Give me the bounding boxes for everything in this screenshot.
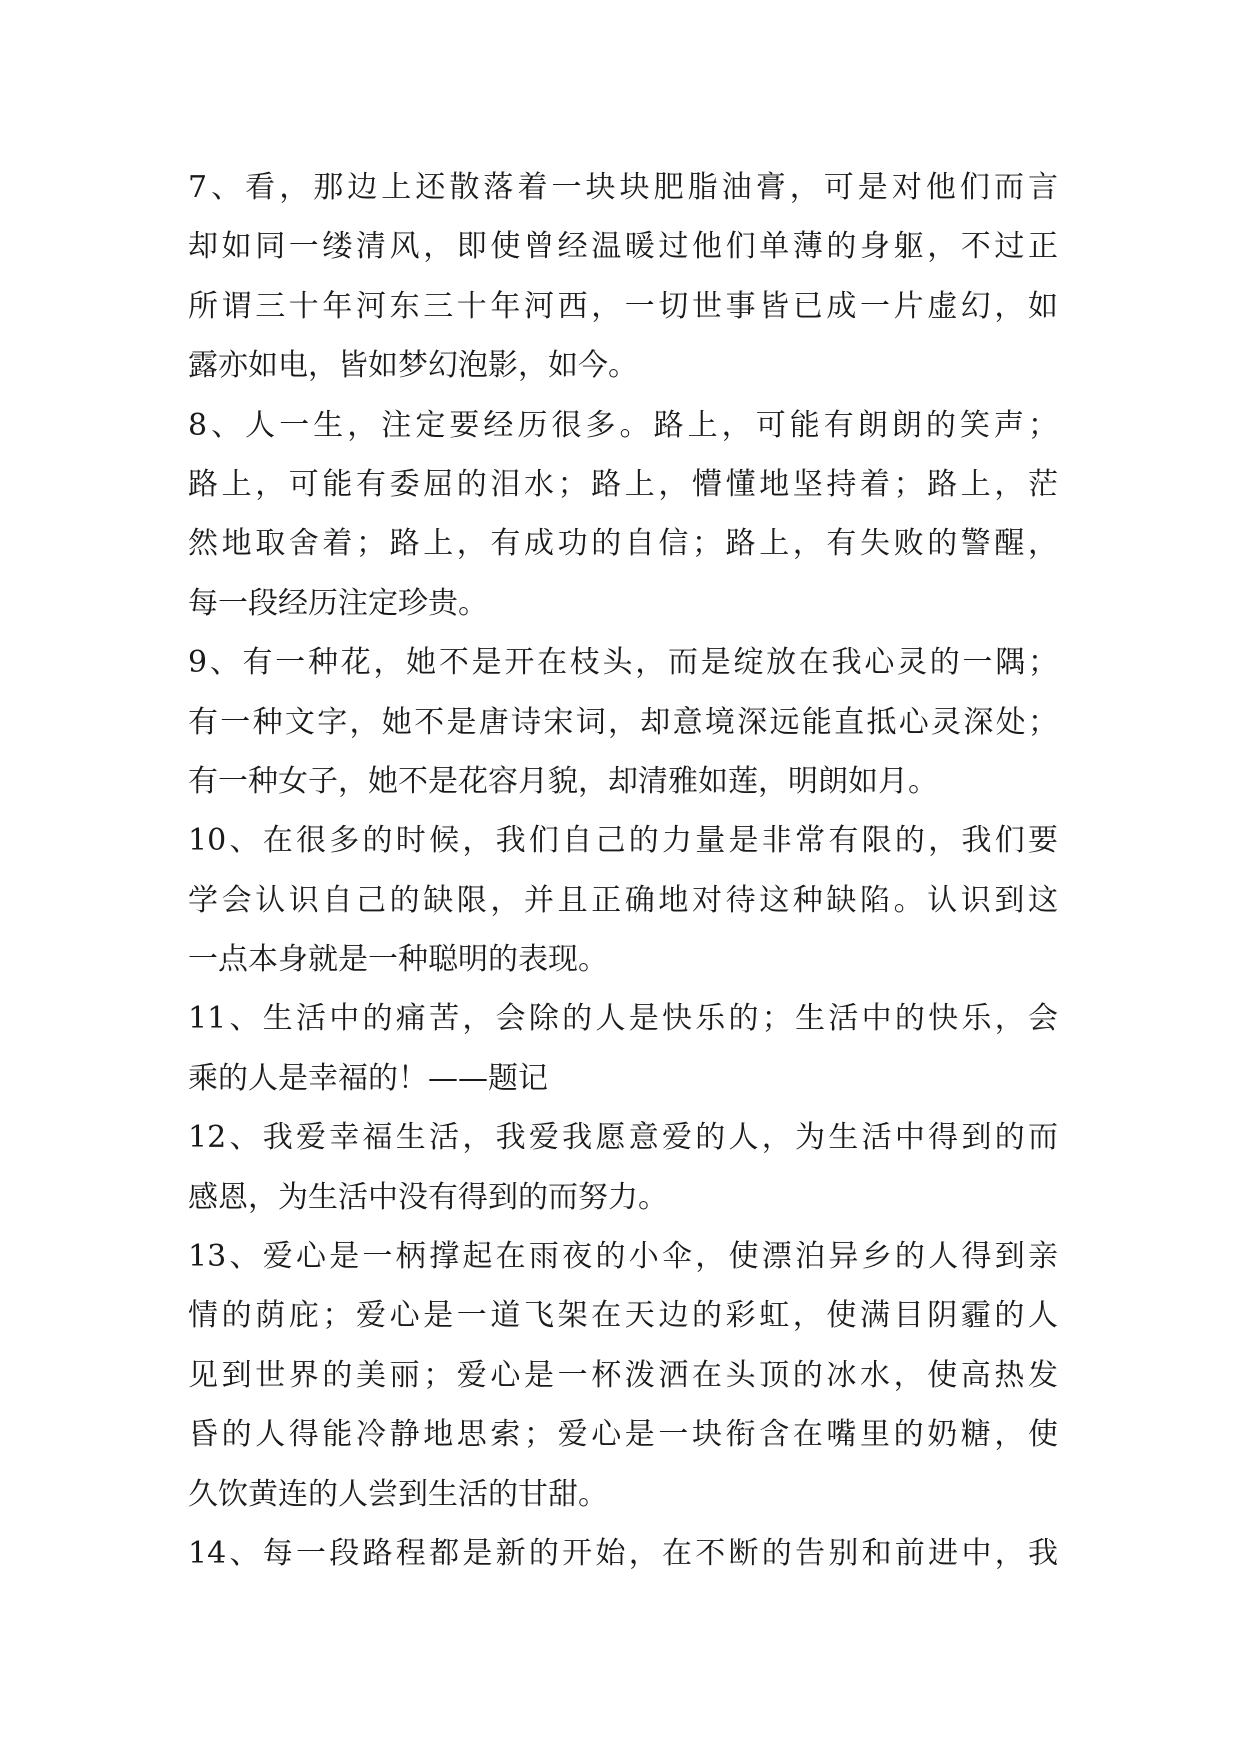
text-line: 学会认识自己的缺限，并且正确地对待这种缺陷。认识到这 <box>188 882 1058 918</box>
paragraph-13 <box>188 1227 1058 1524</box>
paragraph-7 <box>188 158 1058 396</box>
paragraph-11 <box>188 989 1058 1108</box>
text-line: 然地取舍着；路上，有成功的自信；路上，有失败的警醒， <box>188 526 1058 562</box>
paragraph-9 <box>188 633 1058 811</box>
text-line: 9、有一种花，她不是开在枝头，而是绽放在我心灵的一隅； <box>188 645 1058 681</box>
paragraph-8 <box>188 396 1058 634</box>
text-line: 11、生活中的痛苦，会除的人是快乐的；生活中的快乐，会 <box>188 1001 1058 1037</box>
text-line: 久饮黄连的人尝到生活的甘甜。 <box>188 1476 608 1512</box>
text-line: 情的荫庇；爱心是一道飞架在天边的彩虹，使满目阴霾的人 <box>188 1298 1058 1334</box>
paragraph-12 <box>188 1108 1058 1227</box>
text-line: 露亦如电，皆如梦幻泡影，如今。 <box>188 348 638 384</box>
text-line: 10、在很多的时候，我们自己的力量是非常有限的，我们要 <box>188 823 1058 859</box>
text-line: 却如同一缕清风，即使曾经温暖过他们单薄的身躯，不过正 <box>188 229 1058 265</box>
text-line: 每一段经历注定珍贵。 <box>188 585 488 621</box>
text-line: 见到世界的美丽；爱心是一杯泼洒在头顶的冰水，使高热发 <box>188 1357 1058 1393</box>
text-line: 昏的人得能冷静地思索；爱心是一块衔含在嘴里的奶糖，使 <box>188 1417 1058 1453</box>
text-line: 12、我爱幸福生活，我爱我愿意爱的人，为生活中得到的而 <box>188 1120 1058 1156</box>
text-line: 有一种女子，她不是花容月貌，却清雅如莲，明朗如月。 <box>188 763 938 799</box>
text-line: 有一种文字，她不是唐诗宋词，却意境深远能直抵心灵深处； <box>188 704 1058 740</box>
text-line: 14、每一段路程都是新的开始，在不断的告别和前进中，我 <box>188 1535 1058 1571</box>
text-line: 7、看，那边上还散落着一块块肥脂油膏，可是对他们而言 <box>188 170 1058 205</box>
paragraph-10 <box>188 811 1058 989</box>
text-line: 感恩，为生活中没有得到的而努力。 <box>188 1179 668 1215</box>
paragraph-14 <box>188 1524 1058 1583</box>
text-line: 乘的人是幸福的！——题记 <box>188 1060 548 1096</box>
text-line: 8、人一生，注定要经历很多。路上，可能有朗朗的笑声； <box>188 407 1058 443</box>
text-line: 路上，可能有委屈的泪水；路上，懵懂地坚持着；路上，茫 <box>188 466 1058 502</box>
text-line: 一点本身就是一种聪明的表现。 <box>188 942 608 978</box>
text-line: 13、爱心是一柄撑起在雨夜的小伞，使漂泊异乡的人得到亲 <box>188 1239 1058 1275</box>
text-line: 所谓三十年河东三十年河西，一切世事皆已成一片虚幻，如 <box>188 288 1058 324</box>
document-body <box>188 158 1058 1583</box>
